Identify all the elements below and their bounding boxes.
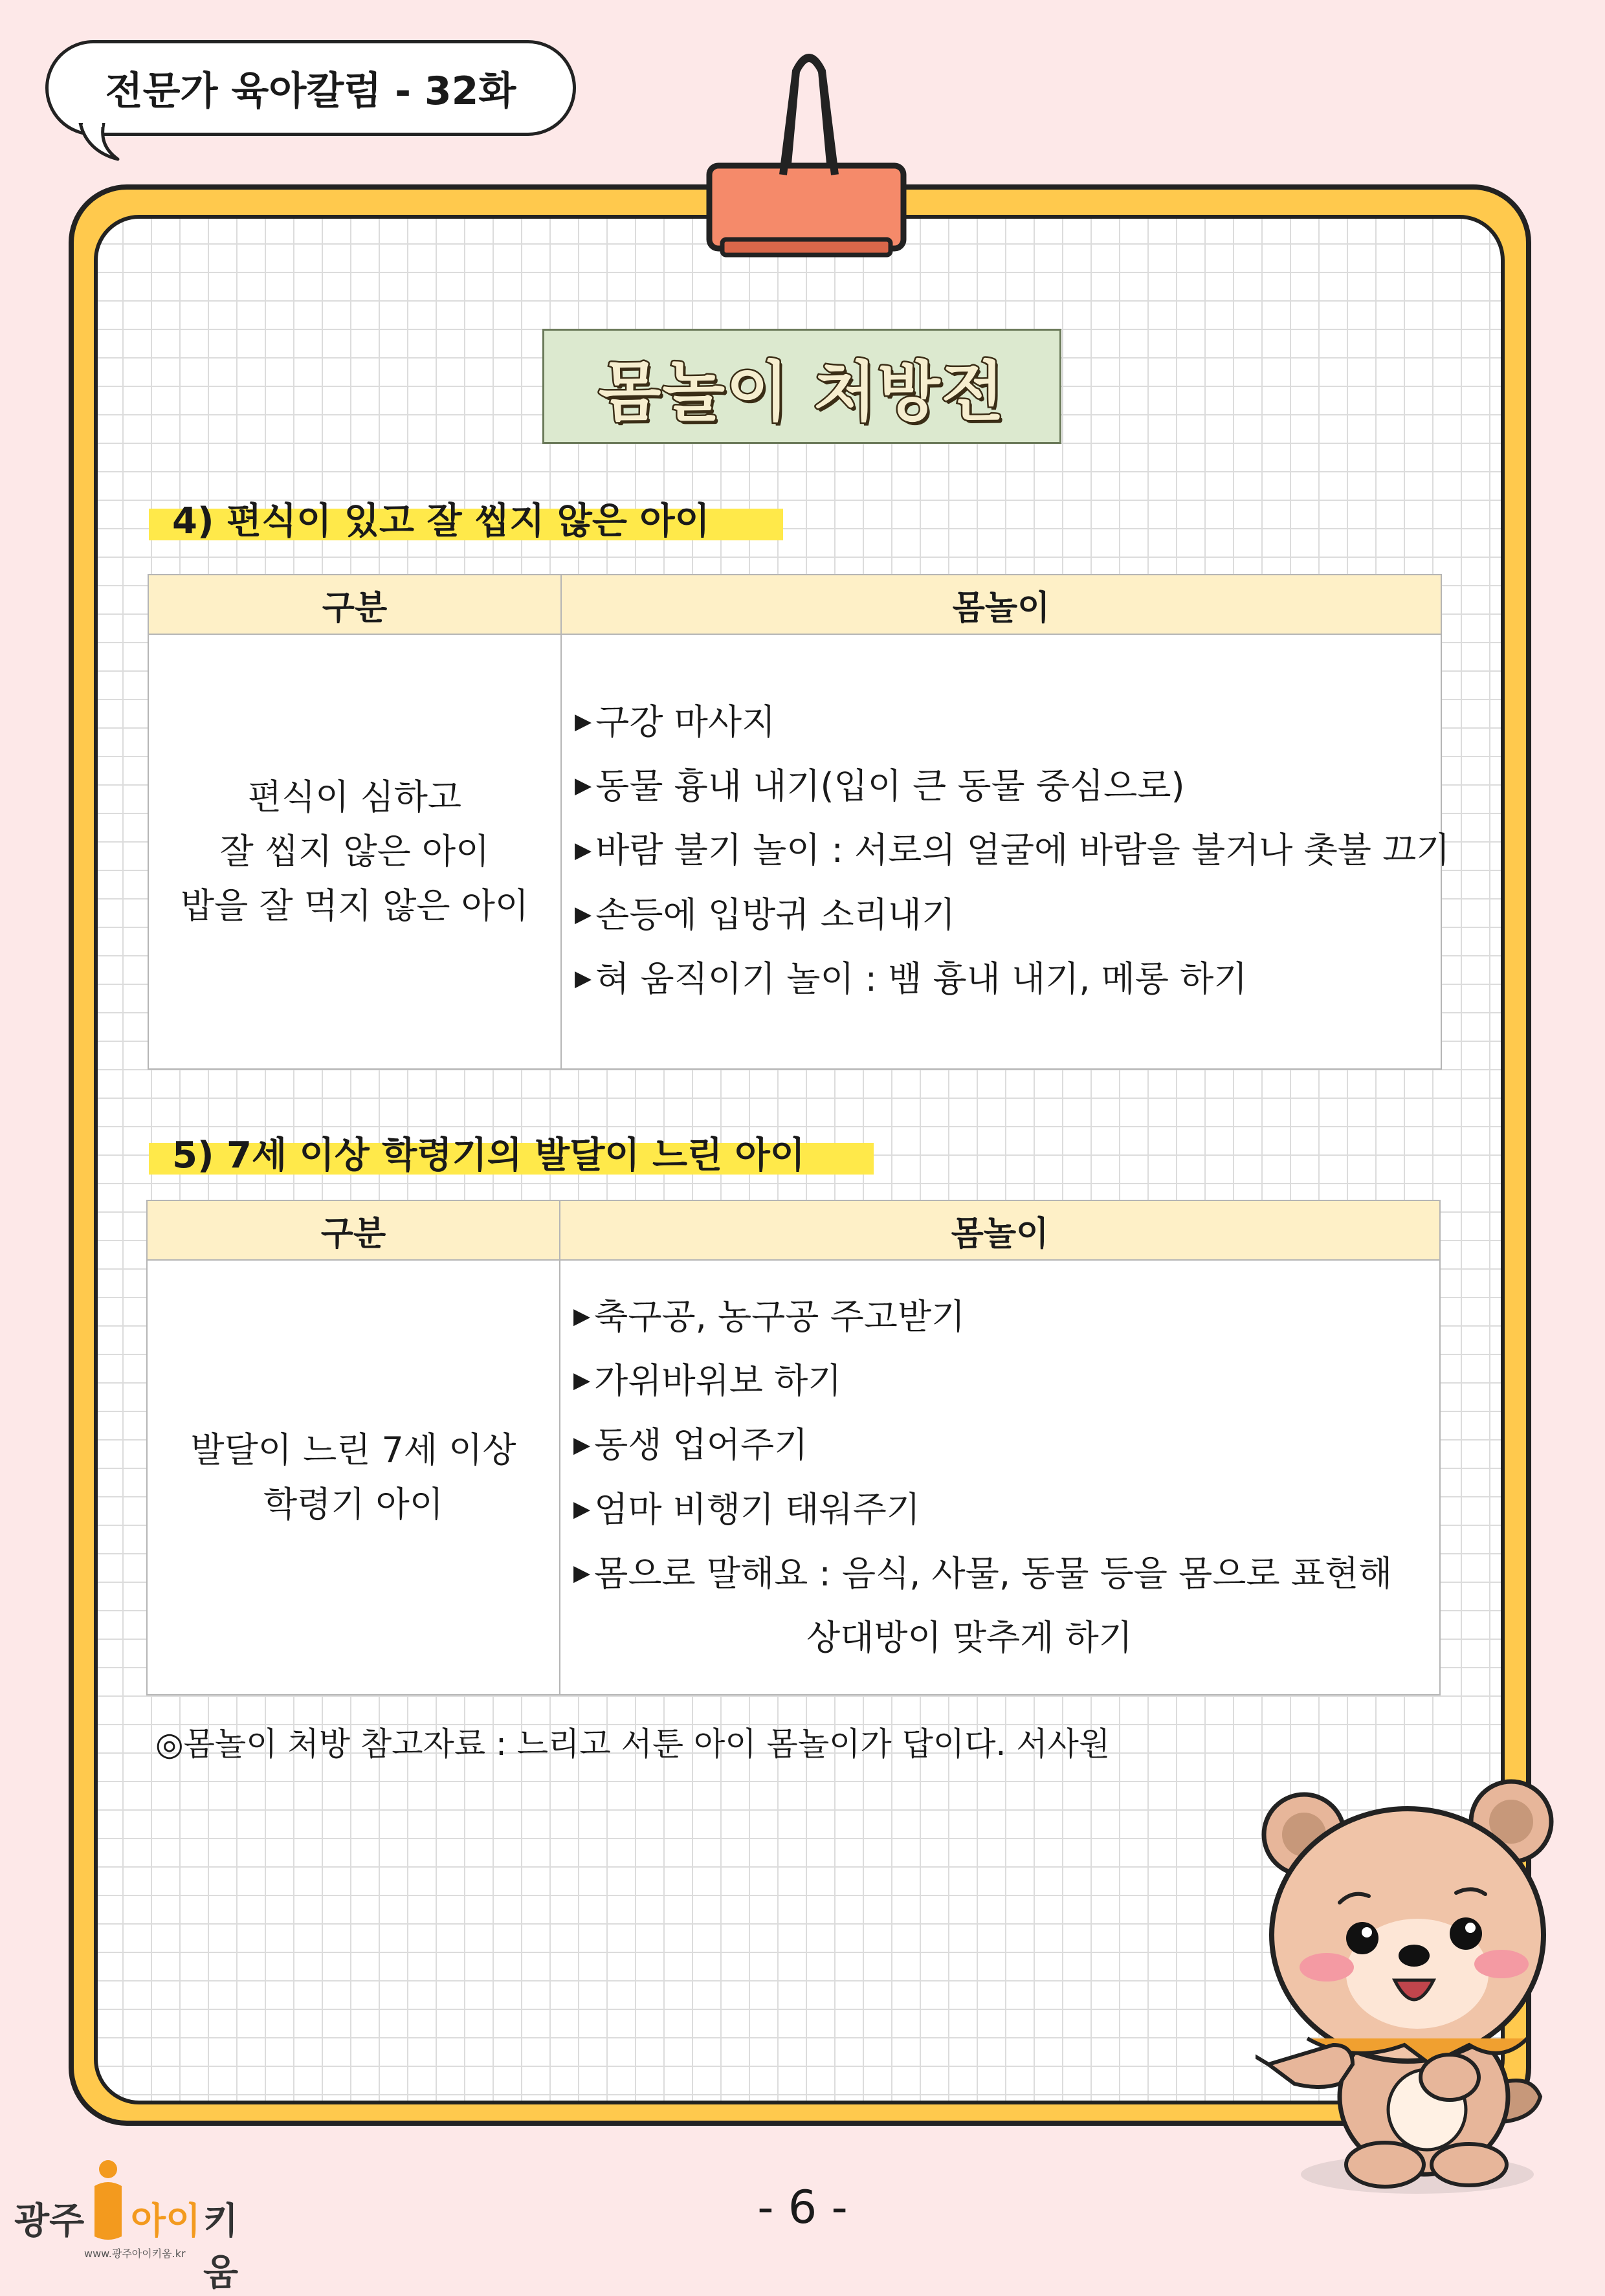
category-line: 발달이 느린 7세 이상 xyxy=(190,1429,516,1471)
quokka-mascot-icon xyxy=(1256,1760,1579,2213)
series-label-bubble xyxy=(45,40,576,136)
logo-url: www.광주아이키움.kr xyxy=(84,2247,186,2260)
list-item: ▶ 축구공, 농구공 주고받기 xyxy=(573,1286,1439,1350)
reference-note: ◎몸놀이 처방 참고자료 : 느리고 서툰 아이 몸놀이가 답이다. 서사원 xyxy=(155,1725,1111,1763)
bullet-triangle-icon: ▶ xyxy=(573,1367,591,1394)
bullet-triangle-icon: ▶ xyxy=(575,901,592,928)
list-item: ▶ 바람 불기 놀이 : 서로의 얼굴에 바람을 불거나 촛불 끄기 xyxy=(575,819,1440,883)
col-header-activity: 몸놀이 xyxy=(560,1200,1440,1260)
category-line: 편식이 심하고 xyxy=(247,777,462,818)
logo-text-c: 키움 xyxy=(203,2200,239,2294)
list-item: ▶ 엄마 비행기 태워주기 xyxy=(573,1479,1439,1543)
binder-clip-icon xyxy=(705,45,913,278)
category-line: 학령기 아이 xyxy=(263,1484,443,1525)
page-title: 몸놀이 처방전 xyxy=(598,354,1006,430)
activity-cell xyxy=(560,1260,1440,1695)
logo-text-b: 아이 xyxy=(131,2200,201,2242)
list-item: ▶ 구강 마사지 xyxy=(575,691,1440,755)
list-item: ▶ 동물 흉내 내기(입이 큰 동물 중심으로) xyxy=(575,755,1440,819)
category-cell xyxy=(147,1260,560,1695)
category-line: 잘 씹지 않은 아이 xyxy=(219,831,490,872)
bullet-triangle-icon: ▶ xyxy=(573,1303,591,1329)
logo-text-a: 광주 xyxy=(14,2200,85,2242)
page-number: - 6 - xyxy=(757,2181,848,2234)
bullet-triangle-icon: ▶ xyxy=(573,1560,591,1587)
logo-person-icon xyxy=(87,2159,129,2242)
bullet-triangle-icon: ▶ xyxy=(573,1496,591,1523)
bullet-triangle-icon: ▶ xyxy=(575,708,592,734)
bullet-triangle-icon: ▶ xyxy=(575,966,592,992)
gwangju-aikium-logo xyxy=(14,2155,273,2294)
section-heading-2: 5) 7세 이상 학령기의 발달이 느린 아이 xyxy=(149,1132,874,1179)
category-line: 밥을 잘 먹지 않은 아이 xyxy=(180,885,529,926)
activity-cell xyxy=(561,634,1450,1069)
speech-bubble-tail-icon xyxy=(78,123,123,162)
play-table-2 xyxy=(146,1200,1441,1695)
col-header-category: 구분 xyxy=(148,575,561,634)
list-item: ▶ 손등에 입방귀 소리내기 xyxy=(575,884,1440,948)
bullet-triangle-icon: ▶ xyxy=(575,837,592,863)
list-item: ▶ 혀 움직이기 놀이 : 뱀 흉내 내기, 메롱 하기 xyxy=(575,948,1440,1012)
list-item: ▶ 동생 업어주기 xyxy=(573,1414,1439,1478)
title-box xyxy=(542,329,1061,444)
series-label: 전문가 육아칼럼 - 32화 xyxy=(105,69,516,114)
col-header-activity: 몸놀이 xyxy=(561,575,1441,634)
list-item: ▶ 몸으로 말해요 : 음식, 사물, 동물 등을 몸으로 표현해 상대방이 맞추게 하기 xyxy=(573,1543,1439,1669)
bullet-triangle-icon: ▶ xyxy=(573,1431,591,1458)
category-cell xyxy=(148,634,561,1069)
section-heading-1: 4) 편식이 있고 잘 씹지 않은 아이 xyxy=(149,498,783,545)
bullet-triangle-icon: ▶ xyxy=(575,773,592,799)
col-header-category: 구분 xyxy=(147,1200,560,1260)
list-item-continuation: 상대방이 맞추게 하기 xyxy=(806,1617,1133,1659)
play-table-1 xyxy=(148,574,1450,1070)
list-item: ▶ 가위바위보 하기 xyxy=(573,1350,1439,1414)
